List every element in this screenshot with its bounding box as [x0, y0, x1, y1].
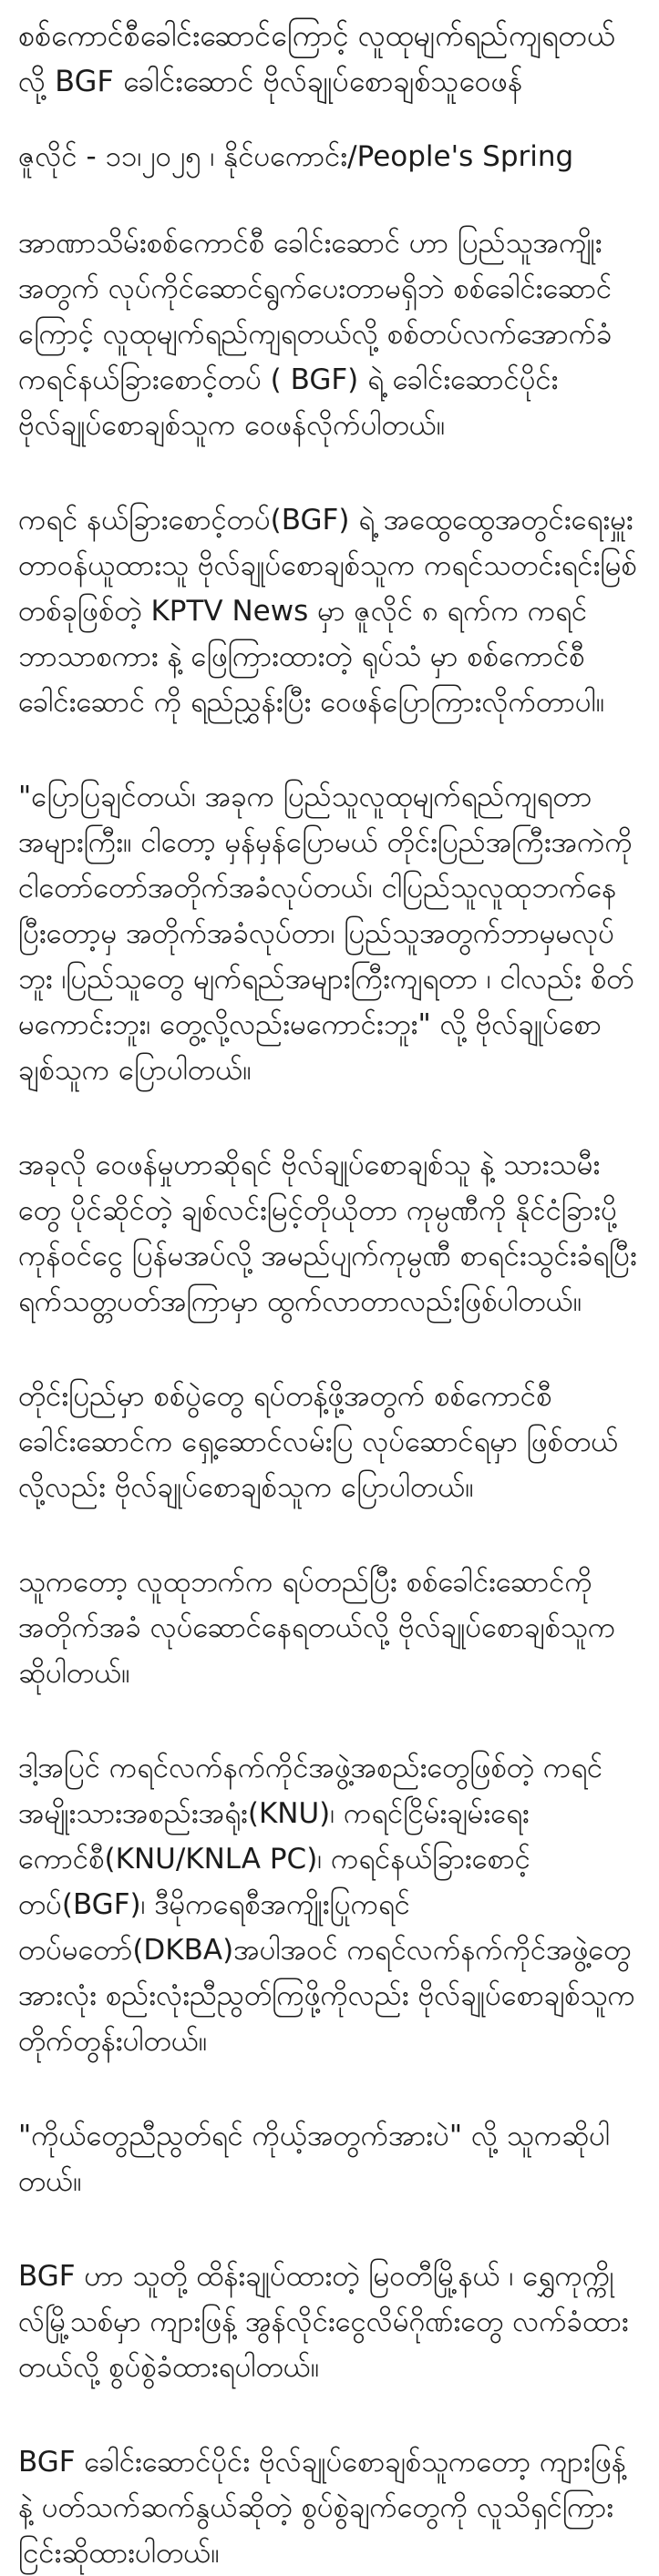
article-paragraph: ကရင် နယ်ခြားစောင့်တပ်(BGF) ရဲ့ အထွေထွေအတွင်းရေးမှူးတာဝန်ယူထားသူ ဗိုလ်ချုပ်စောချစ်သူက ကရင်သတင်းရင်းမြစ်တစ်ခုဖြစ်တဲ့ KPTV News မှာ ဇူလိုင် ၈ ရက်က ကရင်ဘာသာစကား နဲ့ ဖြေကြားထားတဲ့ ရုပ်သံ မှာ စစ်ကောင်စီခေါင်းဆောင် ကို ရည်ညွှန်းပြီး ဝေဖန်ပြောကြားလိုက်တာပါ။ — [18, 504, 637, 719]
article-dateline: ဇူလိုင် - ၁၁၊၂၀၂၅ ၊ နိုင်ပကောင်း/People's Spring — [18, 140, 574, 173]
article-paragraph: "ပြောပြချင်တယ်၊ အခုက ပြည်သူလူထုမျက်ရည်ကျရတာ အများကြီး။ ငါတော့ မှန်မှန်ပြောမယ် တိုင်းပြည်အကြီးအကဲကို ငါတော်တော်အတိုက်အခံလုပ်တယ်၊ ငါပြည်သူလူထုဘက်နေပြီးတော့မှ အတိုက်အခံလုပ်တာ၊ ပြည်သူအတွက်ဘာမှမလုပ်ဘူး ၊ပြည်သူတွေ မျက်ရည်အများကြီးကျရတာ ၊ ငါလည်း စိတ်မကောင်းဘူး၊ တွေ့လို့လည်းမကောင်းဘူး" လို့ ဗိုလ်ချုပ်စောချစ်သူက ပြောပါတယ်။ — [18, 781, 634, 1087]
article-paragraph: BGF ခေါင်းဆောင်ပိုင်း ဗိုလ်ချုပ်စောချစ်သူကတော့ ကျားဖြန့်နဲ့ ပတ်သက်ဆက်နွယ်ဆိုတဲ့ စွပ်စွဲချက်တွေကို လူသိရှင်ကြား ငြင်းဆိုထားပါတယ်။ — [18, 2446, 626, 2570]
article-paragraph: ဒါ့အပြင် ကရင်လက်နက်ကိုင်အဖွဲ့အစည်းတွေဖြစ်တဲ့ ကရင်အမျိုးသားအစည်းအရုံး(KNU)၊ ကရင်ငြိမ်းချမ်းရေးကောင်စီ(KNU/KNLA PC)၊ ကရင်နယ်ခြားစောင့်တပ်(BGF)၊ ဒီမိုကရေစီအကျိုးပြုကရင်တပ်မတော်(DKBA)အပါအဝင် ကရင်လက်နက်ကိုင်အဖွဲ့တွေအားလုံး စည်းလုံးညီညွတ်ကြဖို့ကိုလည်း ဗိုလ်ချုပ်စောချစ်သူက တိုက်တွန်းပါတယ်။ — [18, 1752, 635, 2058]
article-paragraph: တိုင်းပြည်မှာ စစ်ပွဲတွေ ရပ်တန့်ဖို့အတွက် စစ်ကောင်စီခေါင်းဆောင်က ရှေ့ဆောင်လမ်းပြ လုပ်ဆောင်ရမှာ ဖြစ်တယ်လို့လည်း ဗိုလ်ချုပ်စောချစ်သူက ပြောပါတယ်။ — [18, 1380, 619, 1504]
article-paragraph: "ကိုယ်တွေညီညွတ်ရင် ကိုယ့်အတွက်အားပဲ" လို့ သူကဆိုပါတယ်။ — [18, 2120, 611, 2198]
article-headline: စစ်ကောင်စီခေါင်းဆောင်ကြောင့် လူထုမျက်ရည်ကျရတယ်လို့ BGF ခေါင်းဆောင် ဗိုလ်ချုပ်စောချစ်သူဝေဖန် — [18, 18, 615, 98]
article-paragraph: BGF ဟာ သူတို့ ထိန်းချုပ်ထားတဲ့ မြဝတီမြို့နယ် ၊ ရွှေကုက္ကိုလ်မြို့သစ်မှာ ကျားဖြန့် အွန်လိုင်းငွေလိမ်ဂိုဏ်းတွေ လက်ခံထားတယ်လို့ စွပ်စွဲခံထားရပါတယ်။ — [18, 2260, 629, 2384]
article-paragraph: သူကတော့ လူထုဘက်က ရပ်တည်ပြီး စစ်ခေါင်းဆောင်ကိုအတိုက်အခံ လုပ်ဆောင်နေရတယ်လို့ ဗိုလ်ချုပ်စောချစ်သူက ဆိုပါတယ်။ — [18, 1566, 616, 1690]
article-paragraph: အခုလို ဝေဖန်မှုဟာဆိုရင် ဗိုလ်ချုပ်စောချစ်သူ နဲ့ သားသမီးတွေ ပိုင်ဆိုင်တဲ့ ချစ်လင်းမြင့်တိုယိုတာ ကုမ္ပဏီကို နိုင်ငံခြားပို့ကုန်ဝင်ငွေ ပြန်မအပ်လို့ အမည်ပျက်ကုမ္ပဏီ စာရင်းသွင်းခံရပြီး ရက်သတ္တပတ်အကြာမှာ ထွက်လာတာလည်းဖြစ်ပါတယ်။ — [18, 1149, 637, 1318]
article-paragraph: အာဏာသိမ်းစစ်ကောင်စီ ခေါင်းဆောင် ဟာ ပြည်သူအကျိုးအတွက် လုပ်ကိုင်ဆောင်ရွက်ပေးတာမရှိဘဲ စစ်ခေါင်းဆောင်ကြောင့် လူထုမျက်ရည်ကျရတယ်လို့ စစ်တပ်လက်အောက်ခံ ကရင်နယ်ခြားစောင့်တပ် ( BGF) ရဲ့ ခေါင်းဆောင်ပိုင်း ဗိုလ်ချုပ်စောချစ်သူက ဝေဖန်လိုက်ပါတယ်။ — [18, 227, 613, 442]
